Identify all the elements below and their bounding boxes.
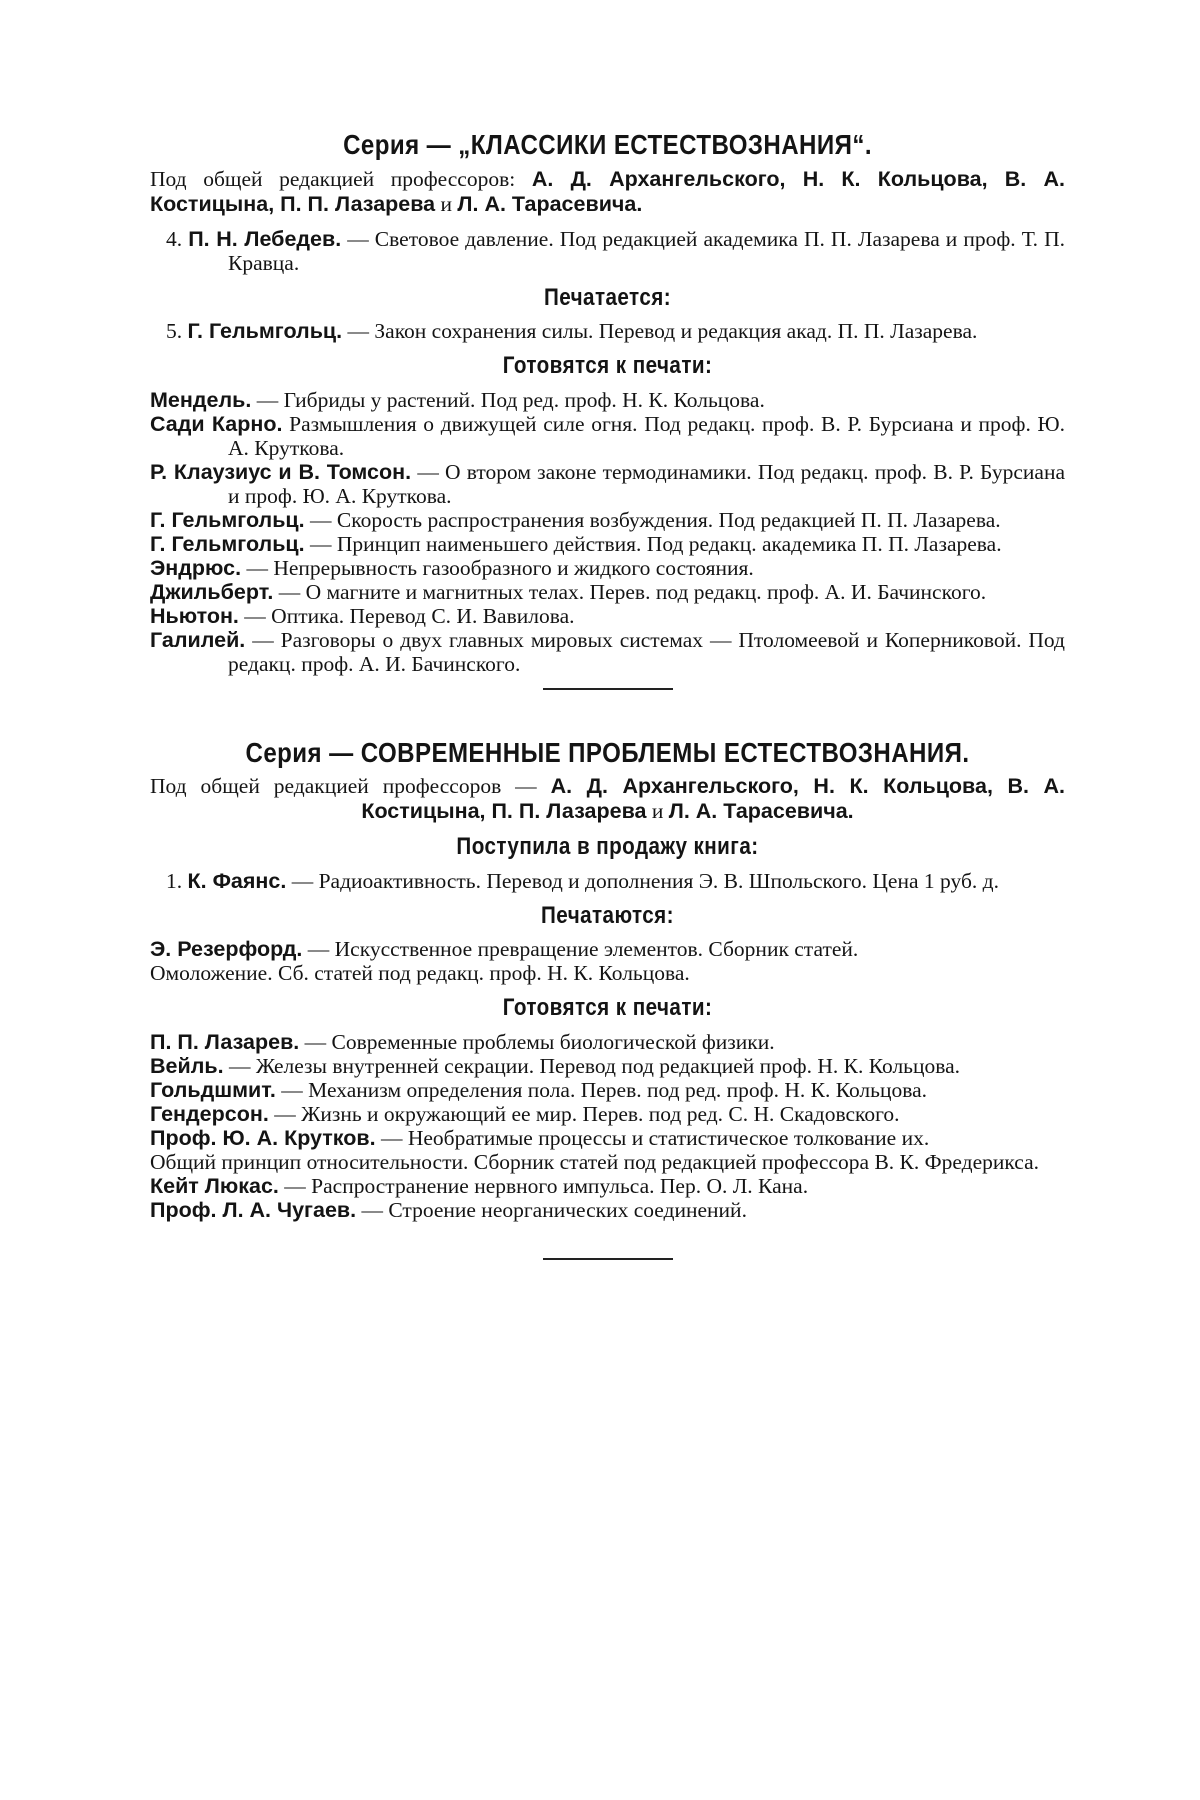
preparing-list [150, 388, 1065, 676]
catalog-page [150, 130, 1065, 1260]
item-text: — Гибриды у растений. Под ред. проф. Н. К. Кольцова. [251, 387, 765, 412]
printing-heading: Печатаются: [541, 901, 674, 929]
item-author: Ньютон. [150, 603, 239, 628]
item-text: — О втором законе термодинамики. Под редакц. проф. В. Р. Бурсиана и проф. Ю. А. Круткова. [228, 459, 1065, 508]
printing-list [150, 937, 1065, 985]
item-number: 5. [166, 319, 183, 344]
item-author: Гендерсон. [150, 1101, 269, 1126]
preparing-heading: Готовятся к печати: [502, 352, 713, 380]
item-text: Размышления о движущей силе огня. Под редакц. проф. В. Р. Бурсиана и проф. Ю. А. Круткова. [228, 411, 1065, 460]
list-item [150, 460, 1065, 508]
list-item [150, 1198, 1065, 1222]
item-text: — О магните и магнитных телах. Перев. под редакц. проф. А. И. Бачинского. [273, 579, 987, 604]
list-item [150, 388, 1065, 412]
printing-list [150, 319, 1065, 343]
series-classics [150, 130, 1065, 690]
list-item [150, 1102, 1065, 1126]
list-item [150, 1126, 1065, 1150]
item-number: 1. [166, 868, 183, 893]
list-item [150, 628, 1065, 676]
item-author: Гольдшмит. [150, 1077, 276, 1102]
item-text: Омоложение. Сб. статей под редакц. проф. Н. К. Кольцова. [150, 961, 690, 986]
series-modern-problems [150, 738, 1065, 1260]
item-author: Г. Гельмгольц. [187, 319, 343, 344]
item-author: Галилей. [150, 627, 246, 652]
editors-prefix: Под общей редакцией профессоров — [150, 774, 551, 799]
list-item [150, 1150, 1065, 1174]
item-text: — Искусственное превращение элементов. Сборник статей. [302, 937, 859, 962]
item-author: К. Фаянс. [187, 868, 287, 893]
series-editors [150, 167, 1065, 217]
series-title: Серия — „КЛАССИКИ ЕСТЕСТВОЗНАНИЯ“. [343, 129, 872, 160]
item-text: — Световое давление. Под редакцией академика П. П. Лазарева и проф. Т. П. Кравца. [228, 226, 1066, 275]
item-author: Проф. Ю. А. Крутков. [150, 1125, 376, 1150]
item-author: Г. Гельмгольц. [150, 507, 305, 532]
item-author: Джильберт. [150, 579, 274, 604]
item-author: Мендель. [150, 387, 252, 412]
item-text: Общий принцип относительности. Сборник статей под редакцией профессора В. К. Фредерикса. [150, 1149, 1039, 1174]
list-item [150, 412, 1065, 460]
item-author: Проф. Л. А. Чугаев. [150, 1197, 357, 1222]
item-text: — Современные проблемы биологической физики. [299, 1029, 775, 1054]
item-author: Кейт Люкас. [150, 1173, 279, 1198]
list-item [150, 1030, 1065, 1054]
item-text: — Непрерывность газообразного и жидкого состояния. [241, 555, 754, 580]
list-item [150, 604, 1065, 628]
series-title: Серия — СОВРЕМЕННЫЕ ПРОБЛЕМЫ ЕСТЕСТВОЗНАНИЯ. [245, 736, 970, 768]
item-author: П. Н. Лебедев. [188, 226, 342, 251]
list-item [150, 580, 1065, 604]
series-editors [150, 774, 1065, 824]
item-text: — Оптика. Перевод С. И. Вавилова. [238, 603, 575, 628]
list-item [150, 556, 1065, 580]
list-item [150, 961, 1065, 985]
page-end-divider [543, 1258, 673, 1260]
list-item [150, 1054, 1065, 1078]
item-author: Вейль. [150, 1053, 224, 1078]
item-author: Р. Клаузиус и В. Томсон. [150, 459, 412, 484]
item-author: Г. Гельмгольц. [150, 531, 305, 556]
item-text: — Железы внутренней секрации. Перевод под редакцией проф. Н. К. Кольцова. [223, 1053, 961, 1078]
editors-names: А. Д. Архангельского, Н. К. Кольцова, В. А. Костицына, П. П. Лазарева [150, 166, 1065, 216]
printing-heading: Печатается: [543, 283, 672, 311]
preparing-heading: Готовятся к печати: [502, 994, 713, 1022]
item-text: — Механизм определения пола. Перев. под ред. проф. Н. К. Кольцова. [275, 1077, 928, 1102]
editors-prefix: Под общей редакцией профессоров: [150, 166, 532, 191]
section-spacer [150, 690, 1065, 738]
list-item [150, 937, 1065, 961]
list-item [150, 1174, 1065, 1198]
list-item [150, 532, 1065, 556]
item-text: — Разговоры о двух главных мировых системах — Птоломеевой и Коперниковой. Под редакц. проф. А. И. Бачинского. [228, 627, 1065, 676]
published-list [150, 227, 1065, 275]
item-number: 4. [166, 226, 183, 251]
item-text: — Жизнь и окружающий ее мир. Перев. под ред. С. Н. Скадовского. [268, 1101, 900, 1126]
editors-and: и [646, 799, 669, 824]
list-item [150, 227, 1065, 275]
list-item [150, 508, 1065, 532]
item-text: — Необратимые процессы и статистическое толкование их. [375, 1125, 930, 1150]
item-author: П. П. Лазарев. [150, 1029, 300, 1054]
list-item [150, 319, 1065, 343]
item-text: — Закон сохранения силы. Перевод и редакция акад. П. П. Лазарева. [342, 319, 978, 344]
item-author: Сади Карно. [150, 411, 283, 436]
editors-last: Л. А. Тарасевича. [668, 799, 854, 824]
preparing-list [150, 1030, 1065, 1222]
sale-heading: Поступила в продажу книга: [456, 833, 759, 861]
item-text: — Принцип наименьшего действия. Под редакц. академика П. П. Лазарева. [304, 531, 1002, 556]
editors-last: Л. А. Тарасевича. [457, 191, 643, 216]
list-item [150, 869, 1065, 893]
item-text: — Скорость распространения возбуждения. Под редакцией П. П. Лазарева. [304, 507, 1001, 532]
editors-and: и [435, 191, 458, 216]
item-author: Э. Резерфорд. [150, 937, 303, 962]
item-text: — Радиоактивность. Перевод и дополнения Э. В. Шпольского. Цена 1 руб. д. [286, 868, 999, 893]
item-author: Эндрюс. [150, 555, 242, 580]
item-text: — Строение неорганических соединений. [356, 1197, 747, 1222]
list-item [150, 1078, 1065, 1102]
editors-names: А. Д. Архангельского, Н. К. Кольцова, В. А. Костицына, П. П. Лазарева [361, 774, 1066, 824]
item-text: — Распространение нервного импульса. Пер. О. Л. Кана. [278, 1173, 809, 1198]
sale-list [150, 869, 1065, 893]
